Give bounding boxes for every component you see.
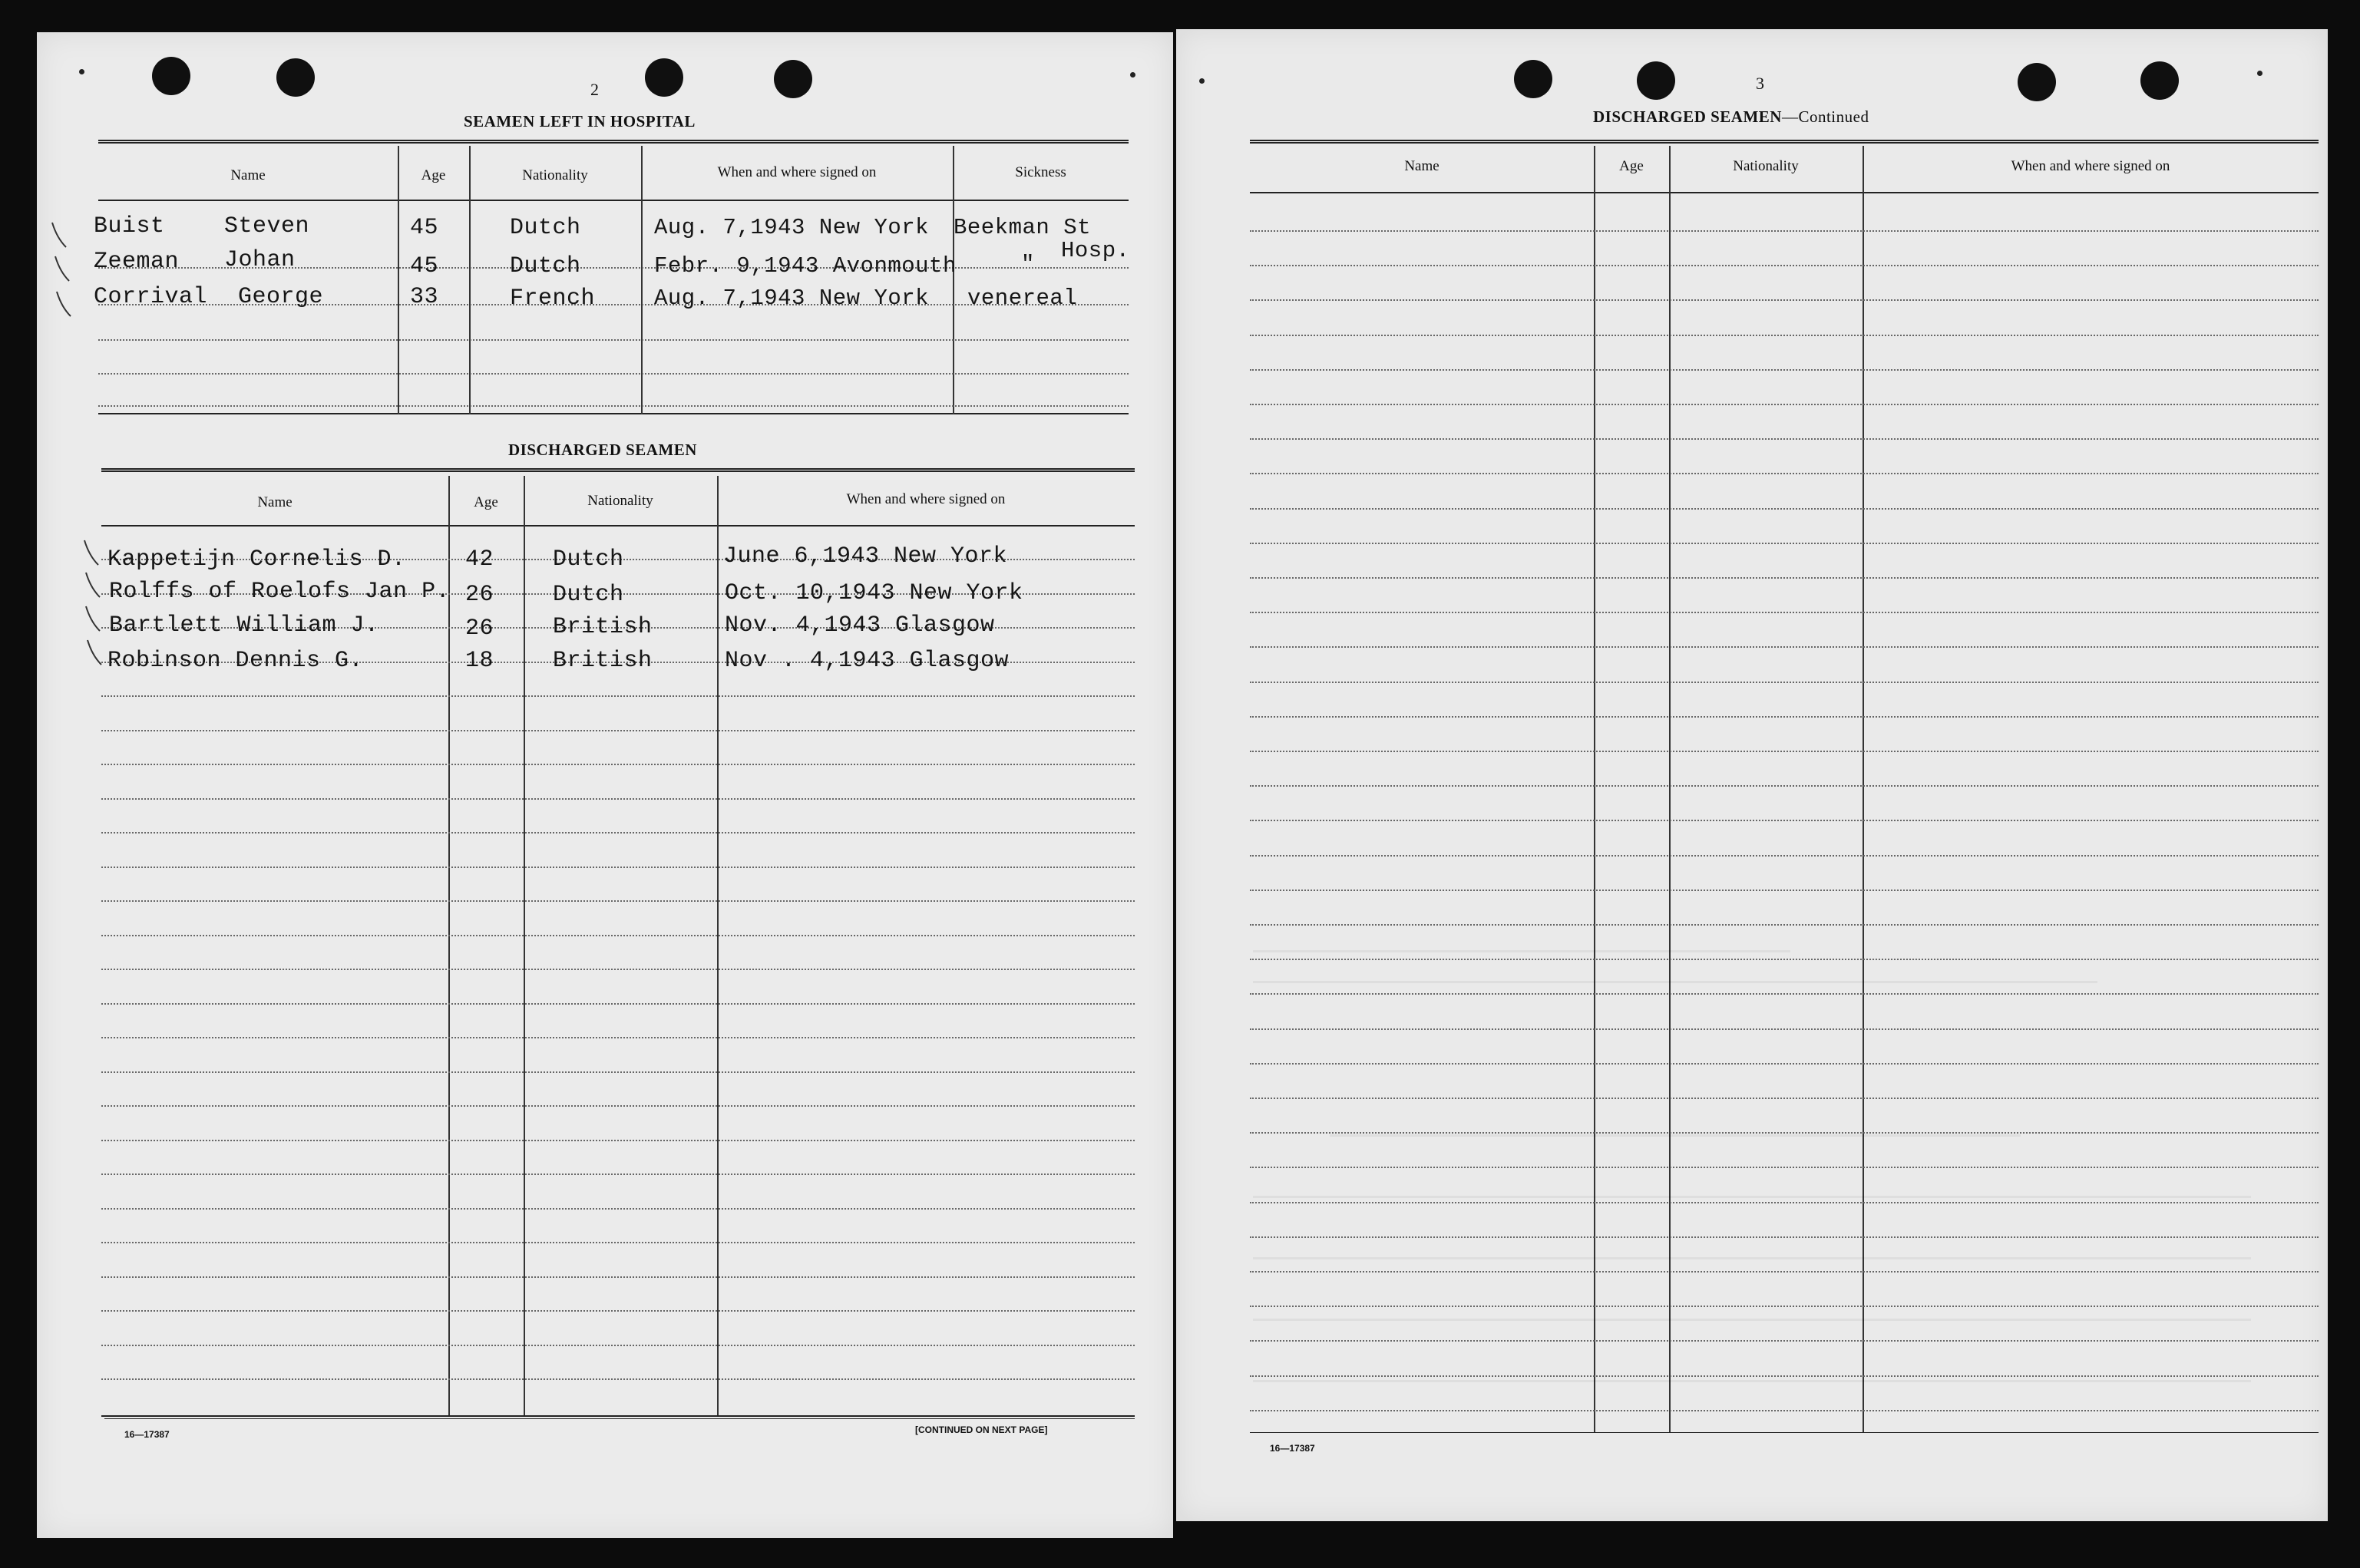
row-line — [1250, 959, 2319, 960]
seaman-name: Rolffs of Roelofs Jan P. — [109, 579, 451, 605]
row-line — [1250, 438, 2319, 440]
section-title-suffix: —Continued — [1781, 107, 1869, 126]
row-line — [1250, 1271, 2319, 1273]
bleed-through — [1253, 981, 2097, 983]
seaman-signed-on: Aug. 7,1943 New York — [654, 215, 930, 240]
row-line — [1250, 1306, 2319, 1307]
form-number: 16—17387 — [1270, 1443, 1315, 1454]
row-line — [1250, 335, 2319, 336]
row-line — [1250, 1236, 2319, 1238]
seaman-age: 42 — [465, 546, 494, 573]
punch-hole — [152, 57, 190, 95]
row-line — [101, 832, 1135, 834]
bleed-through — [1330, 1134, 2021, 1137]
row-line — [1250, 890, 2319, 891]
row-line — [1250, 1132, 2319, 1134]
row-line — [1250, 1410, 2319, 1411]
bleed-through — [1253, 1380, 2251, 1382]
row-line — [101, 695, 1135, 697]
row-line — [101, 1242, 1135, 1243]
check-mark-icon — [84, 605, 103, 635]
row-line — [1250, 473, 2319, 474]
row-line — [1250, 855, 2319, 857]
row-line — [101, 764, 1135, 765]
seaman-age: 45 — [410, 215, 439, 241]
punch-mark — [1130, 72, 1135, 78]
row-line — [1250, 1340, 2319, 1342]
punch-mark — [2257, 71, 2262, 76]
punch-hole — [276, 58, 315, 97]
seaman-signed-on: Aug. 7,1943 New York — [654, 286, 930, 311]
seaman-sickness-cont: Hosp. — [1061, 238, 1130, 263]
section-title-text: DISCHARGED SEAMEN — [1593, 107, 1782, 126]
column-divider — [1669, 146, 1671, 1432]
column-divider — [524, 476, 525, 1415]
bleed-through — [1253, 950, 1790, 952]
seaman-nationality: Dutch — [510, 253, 581, 279]
column-header-nationality: Nationality — [522, 167, 588, 183]
row-line — [101, 1378, 1135, 1380]
seaman-nationality: Dutch — [553, 546, 624, 573]
seaman-age: 26 — [465, 582, 494, 608]
row-line — [101, 900, 1135, 902]
row-line — [1250, 682, 2319, 683]
seaman-nationality: British — [553, 648, 653, 674]
punch-mark — [79, 69, 84, 74]
discharged-section-title: DISCHARGED SEAMEN — [508, 441, 697, 459]
row-line — [101, 1105, 1135, 1107]
row-line — [1250, 646, 2319, 648]
page-number: 2 — [590, 80, 599, 99]
row-line — [101, 1003, 1135, 1005]
row-line — [1250, 785, 2319, 787]
header-rule — [1250, 192, 2319, 193]
column-header-signed-on: When and where signed on — [846, 491, 1006, 507]
row-line — [101, 1310, 1135, 1312]
row-line — [1250, 612, 2319, 613]
table-top-rule — [98, 140, 1129, 145]
seaman-sickness: " — [1021, 252, 1035, 277]
row-line — [101, 730, 1135, 731]
page-number: 3 — [1756, 74, 1764, 93]
row-line — [1250, 265, 2319, 266]
seaman-last-name: Buist — [94, 213, 165, 239]
row-line — [101, 1208, 1135, 1210]
row-line — [98, 405, 1129, 407]
left-page — [37, 32, 1173, 1538]
table-top-rule — [1250, 140, 2319, 145]
footer-rule — [104, 1418, 1135, 1419]
row-line — [1250, 577, 2319, 579]
row-line — [101, 867, 1135, 868]
form-number: 16—17387 — [124, 1429, 170, 1440]
column-header-age: Age — [1619, 158, 1644, 174]
column-header-sickness: Sickness — [1015, 164, 1066, 180]
check-mark-icon — [84, 571, 103, 602]
check-mark-icon — [54, 255, 72, 286]
row-line — [1250, 1028, 2319, 1030]
hospital-section-title: SEAMEN LEFT IN HOSPITAL — [464, 112, 696, 130]
seaman-nationality: British — [553, 614, 653, 640]
check-mark-icon — [55, 290, 74, 321]
table-bottom-rule — [98, 413, 1129, 414]
column-header-signed-on: When and where signed on — [717, 164, 877, 180]
seaman-signed-on: June 6,1943 New York — [723, 543, 1008, 569]
row-line — [1250, 1375, 2319, 1377]
row-line — [98, 373, 1129, 375]
seaman-sickness: Beekman St — [954, 215, 1092, 240]
column-header-nationality: Nationality — [587, 493, 653, 509]
row-line — [101, 935, 1135, 936]
header-rule — [98, 200, 1129, 201]
seaman-last-name: Zeeman — [94, 249, 180, 275]
seaman-age: 33 — [410, 284, 439, 310]
row-line — [1250, 508, 2319, 510]
row-line — [1250, 543, 2319, 544]
discharged-continued-title — [1593, 107, 1869, 127]
column-header-nationality: Nationality — [1733, 158, 1799, 174]
punch-hole — [2018, 63, 2056, 101]
seaman-nationality: Dutch — [510, 215, 581, 241]
row-line — [1250, 1063, 2319, 1065]
column-divider — [717, 476, 719, 1415]
seaman-age: 26 — [465, 616, 494, 642]
bleed-through — [1253, 1257, 2251, 1259]
seaman-name: Robinson Dennis G. — [107, 648, 364, 674]
punch-mark — [1199, 78, 1205, 84]
column-header-age: Age — [421, 167, 446, 183]
table-top-rule — [101, 468, 1135, 474]
seaman-sickness: venereal — [967, 286, 1078, 311]
row-line — [101, 1345, 1135, 1346]
check-mark-icon — [83, 539, 101, 569]
seaman-signed-on: Nov. 4,1943 Glasgow — [725, 612, 995, 639]
row-line — [98, 339, 1129, 341]
column-divider — [1863, 146, 1864, 1432]
column-header-signed-on: When and where signed on — [2011, 158, 2170, 174]
seaman-name: Bartlett William J. — [109, 612, 379, 639]
seaman-age: 45 — [410, 253, 439, 279]
column-header-age: Age — [474, 494, 498, 510]
row-line — [1250, 1098, 2319, 1099]
row-line — [101, 798, 1135, 800]
table-bottom-rule — [1250, 1432, 2319, 1433]
row-line — [101, 969, 1135, 970]
seaman-last-name: Corrival — [94, 284, 208, 310]
row-line — [101, 1174, 1135, 1175]
bleed-through — [1253, 1196, 2251, 1198]
row-line — [1250, 404, 2319, 405]
seaman-signed-on: Febr. 9,1943 Avonmouth — [654, 253, 957, 279]
seaman-first-name: George — [238, 284, 324, 310]
check-mark-icon — [86, 639, 104, 669]
table-bottom-rule — [101, 1415, 1135, 1417]
punch-hole — [1637, 61, 1675, 100]
row-line — [1250, 1167, 2319, 1168]
row-line — [1250, 751, 2319, 752]
column-divider — [448, 476, 450, 1415]
row-line — [1250, 924, 2319, 926]
seaman-signed-on: Nov . 4,1943 Glasgow — [725, 648, 1010, 674]
continued-note: [CONTINUED ON NEXT PAGE] — [915, 1424, 1048, 1435]
row-line — [1250, 369, 2319, 371]
column-header-name: Name — [230, 167, 266, 183]
seaman-name: Kappetijn Cornelis D. — [107, 546, 406, 573]
row-line — [101, 1276, 1135, 1278]
seaman-nationality: French — [510, 286, 596, 312]
row-line — [1250, 993, 2319, 995]
column-header-name: Name — [1404, 158, 1439, 174]
header-rule — [101, 525, 1135, 527]
row-line — [101, 1037, 1135, 1038]
row-line — [1250, 230, 2319, 232]
check-mark-icon — [51, 221, 69, 252]
row-line — [1250, 820, 2319, 821]
bleed-through — [1253, 1319, 2251, 1321]
row-line — [101, 1140, 1135, 1141]
punch-hole — [645, 58, 683, 97]
column-header-name: Name — [257, 494, 293, 510]
punch-hole — [774, 60, 812, 98]
column-divider — [1594, 146, 1595, 1432]
seaman-age: 18 — [465, 648, 494, 674]
row-line — [101, 1071, 1135, 1073]
seaman-first-name: Johan — [224, 247, 296, 273]
seaman-signed-on: Oct. 10,1943 New York — [725, 580, 1023, 606]
row-line — [1250, 716, 2319, 718]
punch-hole — [2140, 61, 2179, 100]
seaman-nationality: Dutch — [553, 582, 624, 608]
punch-hole — [1514, 60, 1552, 98]
right-page — [1176, 29, 2328, 1521]
seaman-first-name: Steven — [224, 213, 310, 239]
row-line — [1250, 299, 2319, 301]
row-line — [1250, 1202, 2319, 1203]
